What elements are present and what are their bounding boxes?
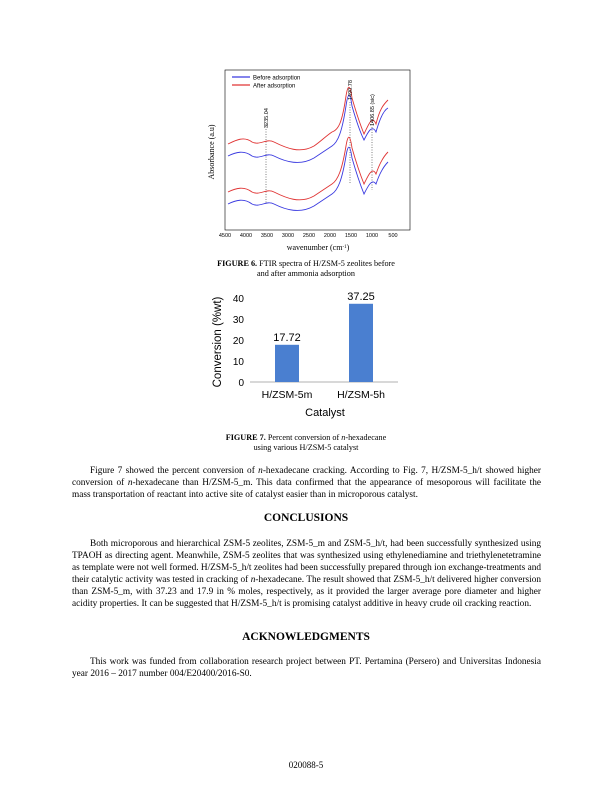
conclusions-heading: CONCLUSIONS — [263, 512, 349, 524]
xtick: 2000 — [323, 233, 337, 239]
chart-ylabel: Conversion (%wt) — [212, 296, 224, 388]
xtick: 3500 — [260, 233, 274, 239]
xtick: 1500 — [344, 233, 358, 239]
bar-2 — [349, 304, 373, 382]
xtick: 500 — [388, 233, 398, 239]
figure6-caption — [0, 259, 612, 279]
ftir-plot-frame — [225, 70, 410, 230]
figure7-caption — [0, 433, 612, 453]
y-tick-label: 40 — [232, 294, 244, 305]
figure7-caption-tail: -hexadecane — [345, 433, 387, 442]
peak-label-3235: 3235.04 — [264, 108, 270, 128]
figure7-caption-label: FIGURE 7. — [225, 433, 266, 442]
xtick: 4000 — [239, 233, 253, 239]
ftir-upper-before-line — [228, 96, 388, 163]
bar-value-label: 17.72 — [273, 331, 301, 344]
chart-xlabel: Catalyst — [305, 407, 345, 419]
xtick: 4500 — [218, 233, 232, 239]
conversion-bar-chart — [208, 288, 408, 423]
y-tick-label: 10 — [232, 357, 244, 368]
acknowledgments-heading: ACKNOWLEDGMENTS — [242, 631, 370, 643]
acknowledgments-paragraph: This work was funded from collaboration research project between PT. Pertamina (Persero) and Universitas Indonesia year 2016 – 2017 number 004/E20400/2016-S0. — [72, 657, 541, 679]
figure6-caption-text: FTIR spectra of H/ZSM-5 zeolites before — [257, 259, 395, 268]
y-tick-label: 0 — [238, 378, 244, 389]
ftir-figure — [200, 66, 415, 256]
legend-before: Before adsorption — [253, 75, 301, 82]
figure6-caption-label: FIGURE 6. — [217, 259, 258, 268]
figure7-caption-italic: n — [341, 433, 346, 442]
page-number: 020088-5 — [288, 760, 324, 770]
bar-value-label: 37.25 — [347, 290, 375, 303]
category-label: H/ZSM-5m — [261, 389, 313, 401]
peak-label-1406: 1406.85 (sic) — [370, 94, 376, 126]
y-tick-label: 20 — [232, 336, 244, 347]
figure7-caption-text: Percent conversion of — [265, 433, 342, 442]
figure7-caption-line2: using various H/ZSM-5 catalyst — [253, 443, 359, 452]
conclusions-paragraph: Both microporous and hierarchical ZSM-5 zeolites, ZSM-5_m and ZSM-5_h/t, had been successfully synthesized using TPAOH as directing agent. Meanwhile, ZSM-5 zeolites that was synthesized using ethylenediamine and triethylenetetramine as template were not well formed. H/ZSM-5_h/t zeolites had been successfully prepared through ion exchange-treatments and their catalytic activity was tested in cracking of n-hexadecane. The result showed that ZSM-5_h/t delivered higher conversion than ZSM-5_m, with 37.23 and 17.9 in % moles, respectively, as it provided the larger average pore diameter and higher acidity properties. It can be suggested that H/ZSM-5_h/t is promising catalyst additive in heavy crude oil cracking reaction. — [72, 539, 541, 609]
legend-after: After adsorption — [253, 83, 296, 90]
ftir-lower-before-line — [228, 147, 388, 210]
category-label: H/ZSM-5h — [337, 389, 385, 401]
results-paragraph: Figure 7 showed the percent conversion of n-hexadecane cracking. According to Fig. 7, H/ZSM-5_h/t showed higher conversion of n-hexadecane than H/ZSM-5_m. This data confirmed that the appearance of mesoporous will facilitate the mass transportation of reactant into active site of catalyst easier than in microporous catalyst. — [72, 466, 541, 500]
y-tick-label: 30 — [232, 315, 244, 326]
peak-label-1490: 1490.78 — [348, 80, 354, 100]
xtick: 3000 — [281, 233, 295, 239]
xtick: 2500 — [302, 233, 316, 239]
ftir-xticks — [219, 233, 398, 239]
figure6-caption-line2: and after ammonia adsorption — [257, 269, 355, 278]
bar-1 — [275, 345, 299, 382]
ftir-ylabel: Absorbance (a.u) — [207, 124, 216, 180]
ftir-lower-after-line — [228, 137, 388, 200]
xtick: 1000 — [365, 233, 379, 239]
ftir-xlabel: wavenumber $(cm^{-1})$ — [286, 243, 350, 252]
